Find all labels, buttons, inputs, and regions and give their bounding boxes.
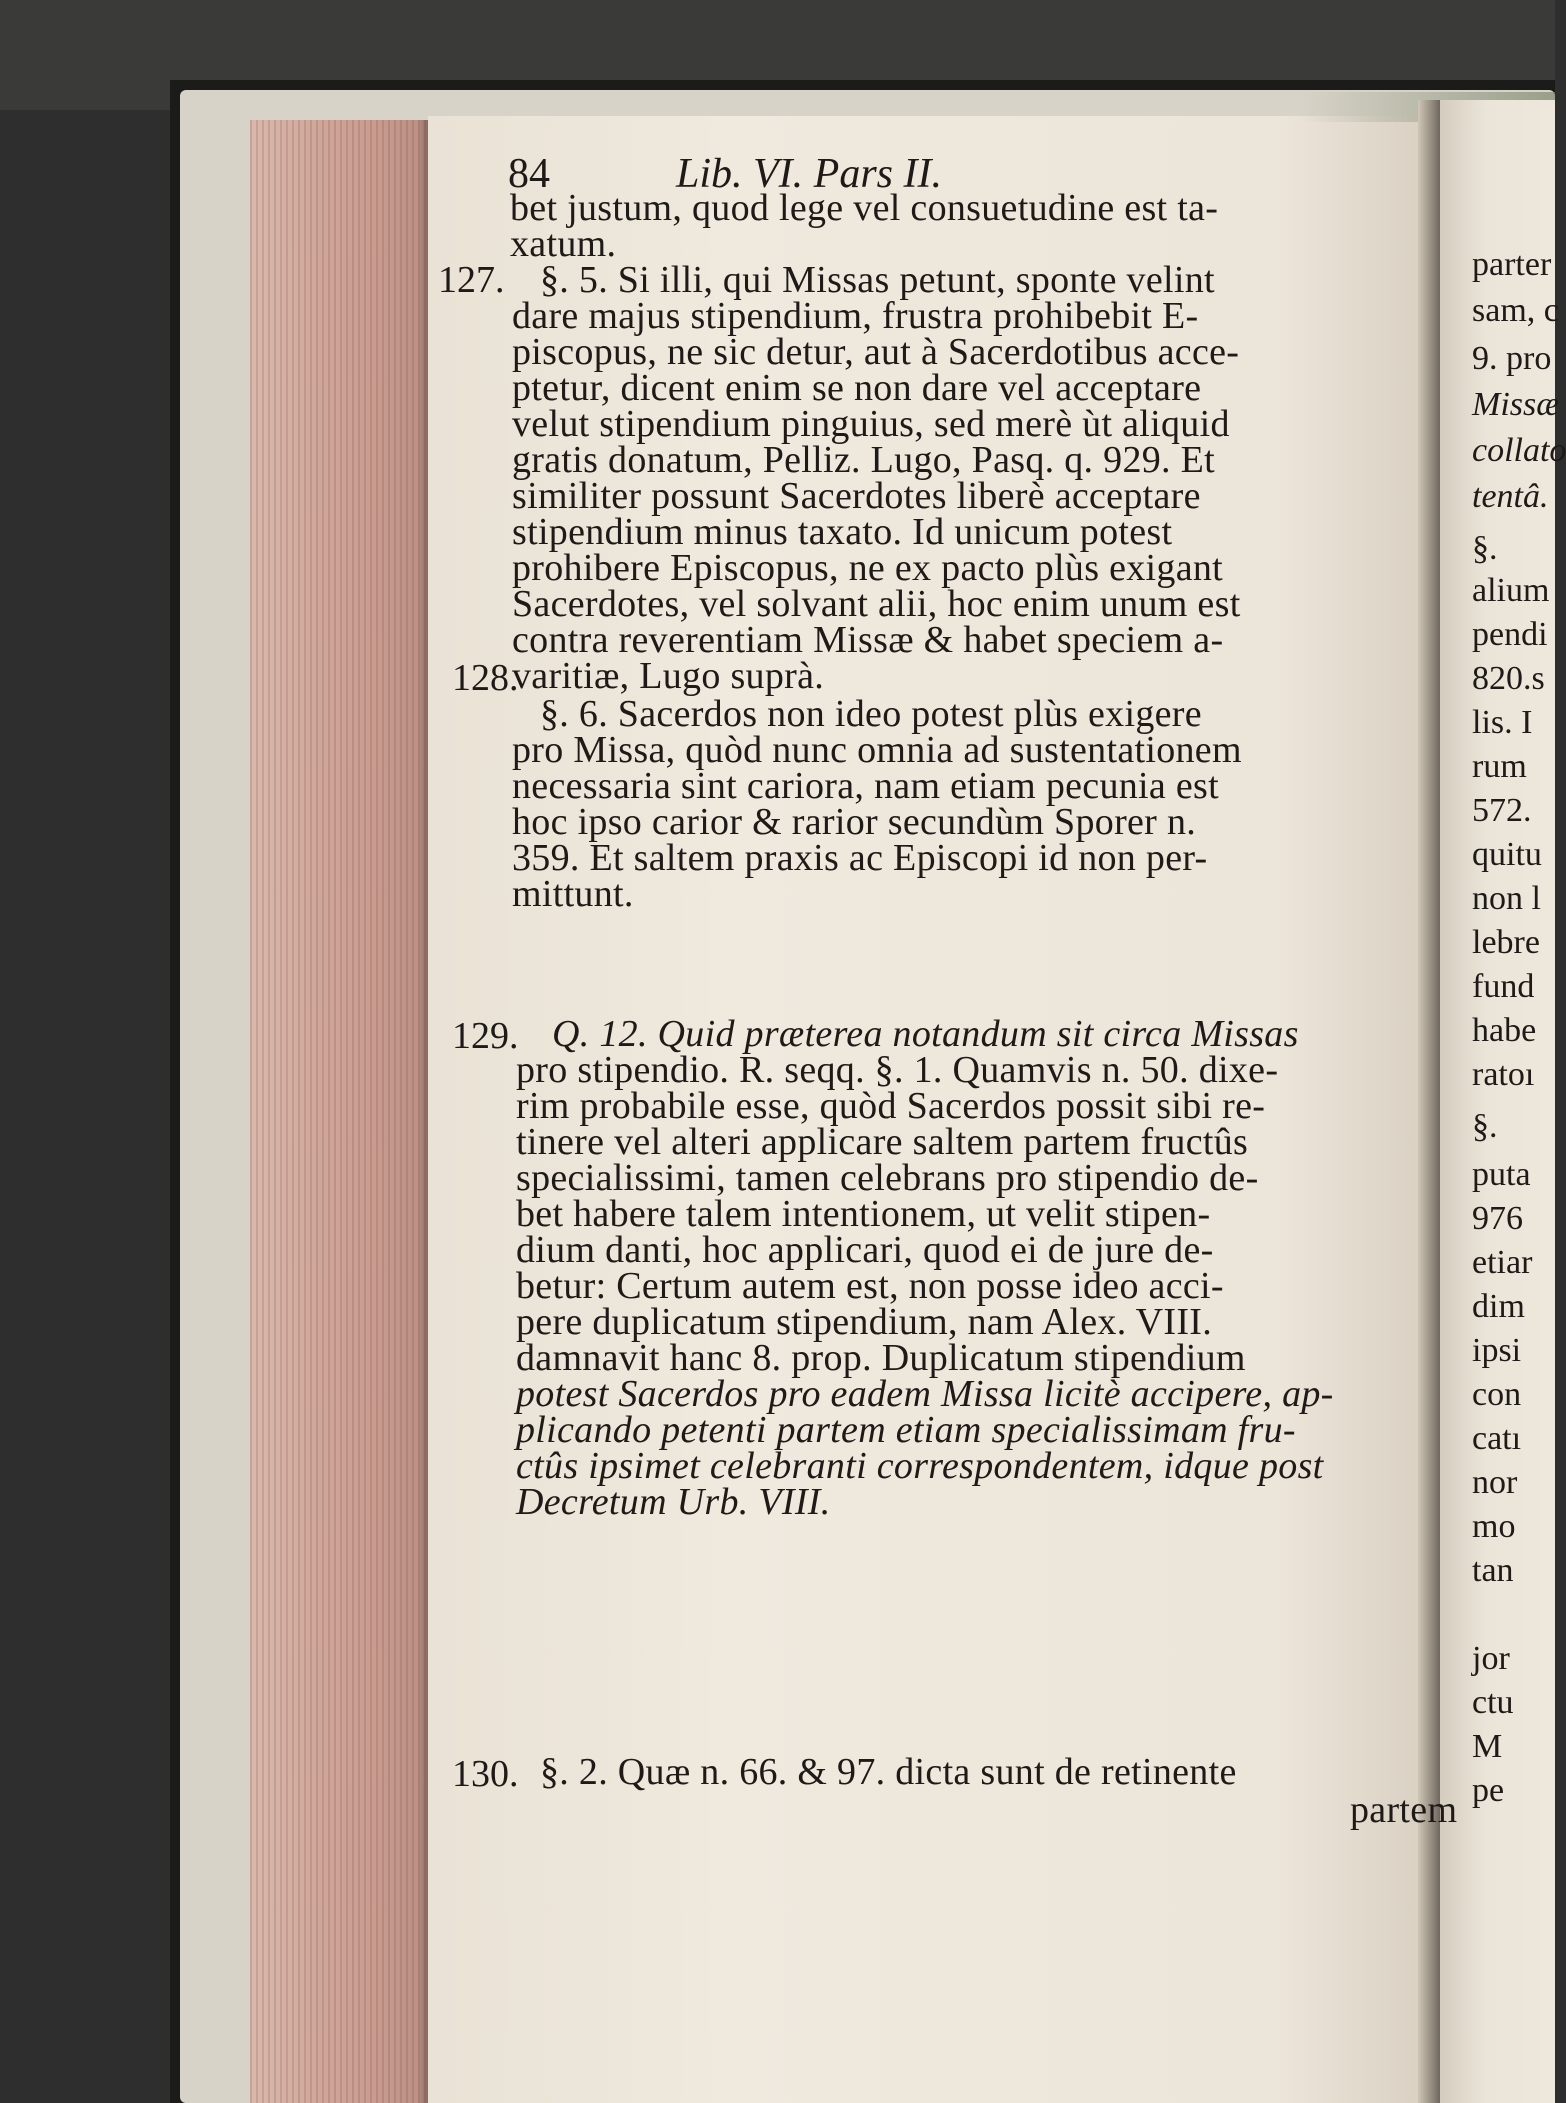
next-page-line: sam, c: [1472, 292, 1559, 329]
text-line: potest Sacerdos pro eadem Missa licitè accipere, ap-: [516, 1373, 1334, 1415]
next-page-line: 820.s: [1472, 660, 1545, 697]
text-line: tinere vel alteri applicare saltem partem fructûs: [516, 1121, 1249, 1163]
text-line: §. 2. Quæ n. 66. & 97. dicta sunt de retinente: [540, 1751, 1237, 1793]
next-page-line: non l: [1472, 880, 1541, 917]
next-page-line: 976: [1472, 1200, 1523, 1237]
running-title: Lib. VI. Pars II.: [676, 151, 942, 197]
text-line: hoc ipso carior & rarior secundùm Sporer n.: [512, 801, 1197, 843]
text-line: §. 5. Si illi, qui Missas petunt, sponte velint: [540, 259, 1215, 301]
next-page-line: fund: [1472, 968, 1535, 1005]
text-line: contra reverentiam Missæ & habet speciem a-: [512, 619, 1224, 661]
text-line: mittunt.: [512, 873, 634, 915]
next-page-line: §.: [1472, 530, 1498, 567]
text-line: pere duplicatum stipendium, nam Alex. VIII.: [516, 1301, 1213, 1343]
page-edges-red: [250, 120, 428, 2103]
text-line: stipendium minus taxato. Id unicum potest: [512, 511, 1173, 553]
next-page-line: puta: [1472, 1156, 1531, 1193]
next-page-line: lebre: [1472, 924, 1540, 961]
text-line: dare majus stipendium, frustra prohibebit E-: [512, 295, 1199, 337]
paragraph-number: 129.: [452, 1015, 519, 1057]
text-line: partem: [1350, 1789, 1458, 1831]
text-line: ctûs ipsimet celebranti correspondentem, idque post: [516, 1445, 1324, 1487]
text-line: piscopus, ne sic detur, aut à Sacerdotibus acce-: [512, 331, 1240, 373]
next-page-line: dim: [1472, 1288, 1525, 1325]
next-page-line: alium: [1472, 572, 1550, 609]
next-page-line: pendi: [1472, 616, 1548, 653]
text-line: Sacerdotes, vel solvant alii, hoc enim unum est: [512, 583, 1241, 625]
next-page-line: quitu: [1472, 836, 1542, 873]
next-page-line: nor: [1472, 1464, 1518, 1501]
text-line: Decretum Urb. VIII.: [516, 1481, 831, 1523]
next-page-line: ratoı: [1472, 1056, 1535, 1093]
text-line: pro stipendio. R. seqq. §. 1. Quamvis n. 50. dixe-: [516, 1049, 1279, 1091]
next-page-line: ctu: [1472, 1684, 1514, 1721]
next-page-line: M: [1472, 1728, 1503, 1765]
next-page-line: etiar: [1472, 1244, 1533, 1281]
text-line: ptetur, dicent enim se non dare vel acceptare: [512, 367, 1202, 409]
next-page-line: Missæ: [1472, 386, 1559, 423]
text-line: betur: Certum autem est, non posse ideo acci-: [516, 1265, 1224, 1307]
text-line: bet habere talem intentionem, ut velit stipen-: [516, 1193, 1211, 1235]
next-page-line: pe: [1472, 1772, 1505, 1809]
text-line: gratis donatum, Pelliz. Lugo, Pasq. q. 929. Et: [512, 439, 1216, 481]
text-line: specialissimi, tamen celebrans pro stipendio de-: [516, 1157, 1259, 1199]
text-line: velut stipendium pinguius, sed merè ùt aliquid: [512, 403, 1230, 445]
page-number: 84: [508, 151, 550, 197]
next-page-line: con: [1472, 1376, 1522, 1413]
text-line: similiter possunt Sacerdotes liberè acceptare: [512, 475, 1201, 517]
text-line: 359. Et saltem praxis ac Episcopi id non per-: [512, 837, 1208, 879]
next-page-line: ipsi: [1472, 1332, 1522, 1369]
next-page-line: catı: [1472, 1420, 1522, 1457]
text-line: bet justum, quod lege vel consuetudine est ta-: [510, 187, 1219, 229]
next-page-line: parter: [1472, 246, 1552, 283]
text-line: necessaria sint cariora, nam etiam pecunia est: [512, 765, 1219, 807]
text-line: Q. 12. Quid præterea notandum sit circa Missas: [552, 1013, 1299, 1055]
next-page-line: §.: [1472, 1108, 1498, 1145]
next-page-line: habe: [1472, 1012, 1537, 1049]
text-line: §. 6. Sacerdos non ideo potest plùs exigere: [540, 693, 1202, 735]
text-line: pro Missa, quòd nunc omnia ad sustentationem: [512, 729, 1242, 771]
next-page-line: tan: [1472, 1552, 1514, 1589]
text-line: damnavit hanc 8. prop. Duplicatum stipendium: [516, 1337, 1246, 1379]
text-line: plicando petenti partem etiam specialissimam fru-: [516, 1409, 1296, 1451]
next-page-line: tentâ.: [1472, 478, 1549, 515]
next-page-line: collato: [1472, 432, 1566, 469]
next-page-line: rum: [1472, 748, 1527, 785]
text-line: varitiæ, Lugo suprà.: [512, 655, 825, 697]
next-page-line: mo: [1472, 1508, 1516, 1545]
text-line: rim probabile esse, quòd Sacerdos possit sibi re-: [516, 1085, 1266, 1127]
paragraph-number: 128.: [452, 657, 519, 699]
next-page-line: jor: [1472, 1640, 1510, 1677]
paragraph-number: 127.: [438, 259, 505, 301]
next-page-line: 572.: [1472, 792, 1532, 829]
text-line: xatum.: [510, 223, 617, 265]
text-line: prohibere Episcopus, ne ex pacto plùs exigant: [512, 547, 1224, 589]
text-line: dium danti, hoc applicari, quod ei de jure de-: [516, 1229, 1214, 1271]
next-page-line: lis. I: [1472, 704, 1533, 741]
next-page-line: 9. pro: [1472, 340, 1552, 377]
paragraph-number: 130.: [452, 1753, 519, 1795]
